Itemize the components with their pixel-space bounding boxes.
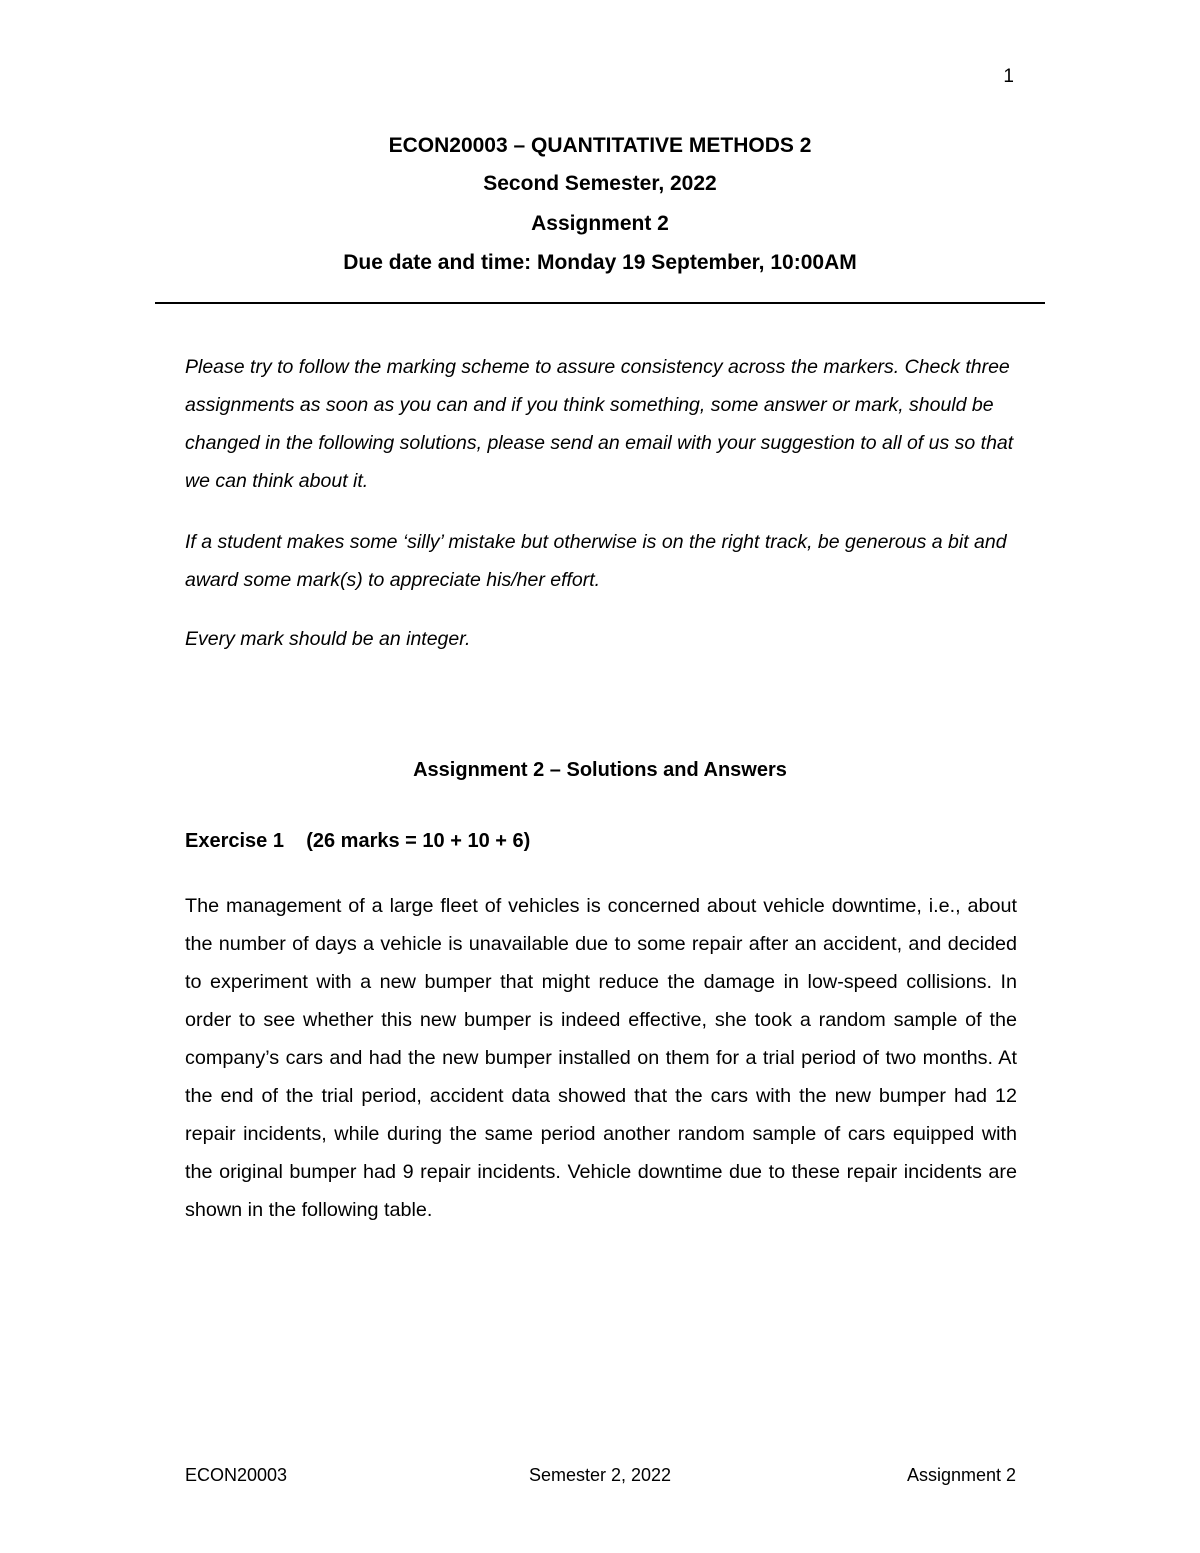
- exercise-marks: (26 marks = 10 + 10 + 6): [306, 830, 531, 852]
- course-title: ECON20003 – QUANTITATIVE METHODS 2: [388, 134, 812, 157]
- marker-note-generosity: If a student makes some ‘silly’ mistake but otherwise is on the right track, be generous a bit and award some mark(s) to appreciate his/her effort.: [185, 531, 1007, 591]
- section-heading: Assignment 2 – Solutions and Answers: [413, 759, 787, 781]
- exercise-heading: [185, 830, 530, 853]
- semester-title: Second Semester, 2022: [483, 172, 717, 195]
- exercise-title: Exercise 1: [185, 830, 284, 852]
- assignment-title: Assignment 2: [531, 212, 669, 235]
- footer-assignment: Assignment 2: [906, 1465, 1016, 1485]
- header-rule: [155, 302, 1045, 304]
- marker-note-integer: Every mark should be an integer.: [185, 628, 471, 650]
- exercise-description: The management of a large fleet of vehicles is concerned about vehicle downtime, i.e., about the number of days a vehicle is unavailable due to some repair after an accident, and decided to experiment with a new bumper that might reduce the damage in low-speed collisions. In order to see whether this new bumper is indeed effective, she took a random sample of the company’s cars and had the new bumper installed on them for a trial period of two months. At the end of the trial period, accident data showed that the cars with the new bumper had 12 repair incidents, while during the same period another random sample of cars equipped with the original bumper had 9 repair incidents. Vehicle downtime due to these repair incidents are shown in the following table.: [185, 895, 1017, 1221]
- due-date: Due date and time: Monday 19 September, 10:00AM: [343, 251, 857, 274]
- footer-semester: Semester 2, 2022: [528, 1465, 672, 1485]
- page-number: 1: [1003, 66, 1014, 87]
- footer-course: ECON20003: [185, 1465, 288, 1485]
- marker-note-consistency: Please try to follow the marking scheme to assure consistency across the markers. Check three assignments as soon as you can and if you think something, some answer or mark, should be changed in the following solutions, please send an email with your suggestion to all of us so that we can think about it.: [185, 356, 1014, 492]
